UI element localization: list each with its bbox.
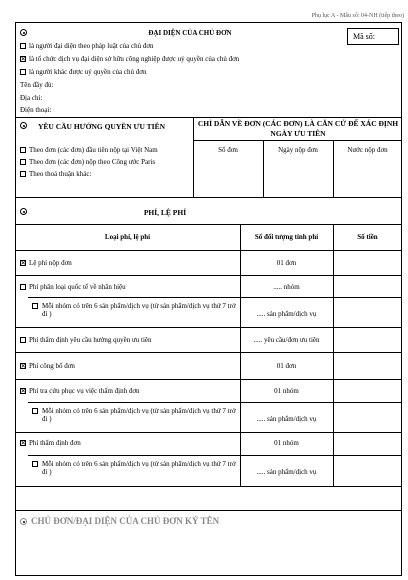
checkbox[interactable] [32,303,38,309]
form-frame [15,22,402,576]
priority-option-vietnam[interactable] [20,146,158,155]
fee-label: Phí công bố đơn [29,362,75,370]
divider [28,297,402,298]
divider [28,455,402,456]
divider [15,379,402,380]
fee-count-header: Số đối tượng tính phí [254,233,319,241]
section-marker-icon [20,518,27,525]
fee-count: ..... sản phẩm/dịch vụ [256,415,317,423]
fee-row-extra-products-3[interactable] [32,460,237,476]
fee-row-extra-products-2[interactable] [32,407,237,423]
fees-title: PHÍ, LỆ PHÍ [143,208,187,217]
priority-option-other[interactable] [20,170,91,179]
fee-count: ..... nhóm [273,283,300,291]
checkbox-checked[interactable] [20,56,26,62]
fee-type-header: Loại phí, lệ phí [104,233,151,241]
divider [15,327,402,328]
divider [15,486,402,487]
checkbox-checked[interactable] [20,260,26,266]
priority-option-label: Theo đơn (các đơn) nộp theo Công ước Paris [29,158,156,166]
fee-label: Mỗi nhóm có trên 6 sản phẩm/dịch vụ (từ sản phẩm/dịch vụ thứ 7 trở đi ) [42,460,236,476]
fee-label: Phí thẩm định yêu cầu hưởng quyền ưu tiên [29,336,152,344]
fee-row-filing[interactable] [20,259,72,268]
checkbox[interactable] [20,159,26,165]
divider [15,432,402,433]
section-bullet [20,29,31,38]
priority-option-label: Theo đơn (các đơn) đầu tiên nộp tại Việt Nam [29,146,158,154]
fee-count: 01 nhóm [274,439,299,447]
checkbox[interactable] [32,408,38,414]
representative-title: ĐẠI DIỆN CỦA CHỦ ĐƠN [148,29,232,37]
fee-row-publication[interactable] [20,362,75,371]
col-filing-date: Ngày nộp đơn [278,146,318,154]
divider [15,510,402,511]
divider [15,197,402,198]
fee-count: 01 đơn [276,259,297,267]
priority-option-label: Theo thoả thuận khác: [29,170,92,178]
fee-label: Mỗi nhóm có trên 6 sản phẩm/dịch vụ (từ sản phẩm/dịch vụ thứ 7 trở đi ) [42,302,236,318]
rep-option-legal[interactable] [20,42,154,51]
signature-area[interactable] [16,530,401,575]
rep-option-other[interactable] [20,68,146,77]
fee-count: ..... yêu cầu/đơn ưu tiên [253,336,320,344]
section-bullet [20,122,31,131]
code-box[interactable] [347,28,399,45]
fee-row-examination[interactable] [20,439,81,448]
fee-row-search[interactable] [20,387,140,396]
signature-heading [20,516,219,527]
fee-count: 01 nhóm [274,387,299,395]
section-marker-icon [20,29,27,36]
checkbox-checked[interactable] [20,363,26,369]
checkbox[interactable] [20,171,26,177]
checkbox-checked[interactable] [20,440,26,446]
col-application-number: Số đơn [218,146,238,154]
checkbox[interactable] [20,43,26,49]
signature-title: CHỦ ĐƠN/ĐẠI DIỆN CỦA CHỦ ĐƠN KÝ TÊN [31,516,220,526]
rep-option-ip-agent[interactable] [20,55,239,64]
priority-basis-title: CHỈ DẪN VỀ ĐƠN (CÁC ĐƠN) LÀ CĂN CỨ ĐỂ XÁC ĐỊNH NGÀY ƯU TIÊN [197,119,399,138]
fee-label: Phí thẩm định đơn [29,439,81,447]
fee-row-extra-products-1[interactable] [32,302,237,318]
phone-field[interactable]: Điện thoại: [20,106,52,114]
divider [15,250,402,251]
rep-option-label: là tổ chức dịch vụ đại diện sở hữu công nghiệp được uỷ quyền của chủ đơn [29,55,240,63]
fee-amount-header: Số tiền [357,233,378,241]
col-filing-country: Nước nộp đơn [347,146,388,154]
section-marker-icon [20,122,27,129]
checkbox[interactable] [20,284,26,290]
annex-label: Phụ lục A - Mẫu số: 04-NH (tiếp theo) [311,13,404,19]
fee-label: Phí phân loại quốc tế về nhãn hiệu [29,283,126,291]
fee-label: Lệ phí nộp đơn [29,259,72,267]
priority-title: YÊU CẦU HƯỞNG QUYỀN ƯU TIÊN [38,122,166,131]
divider [333,224,334,486]
divider [15,275,402,276]
divider [28,402,402,403]
code-label: Mã số: [353,32,375,41]
fee-count: ..... sản phẩm/dịch vụ [256,310,317,318]
fee-row-priority[interactable] [20,336,152,345]
fee-count: 01 đơn [276,362,297,370]
address-field[interactable]: Địa chỉ: [20,94,43,102]
checkbox-checked[interactable] [20,388,26,394]
rep-option-label: là người đại diện theo pháp luật của chủ đơn [29,42,154,50]
rep-option-label: là người khác được uỷ quyền của chủ đơn [29,68,147,76]
checkbox[interactable] [20,337,26,343]
fee-label: Mỗi nhóm có trên 6 sản phẩm/dịch vụ (từ sản phẩm/dịch vụ thứ 7 trở đi ) [42,407,236,423]
checkbox[interactable] [20,147,26,153]
divider [15,352,402,353]
fee-count: ..... sản phẩm/dịch vụ [256,468,317,476]
divider [193,140,402,141]
fee-row-classification[interactable] [20,283,126,292]
divider [15,117,402,118]
divider [15,224,402,225]
checkbox[interactable] [20,69,26,75]
divider [193,117,194,197]
priority-option-paris[interactable] [20,158,155,167]
full-name-field[interactable]: Tên đầy đủ: [20,81,54,89]
checkbox[interactable] [32,461,38,467]
fee-label: Phí tra cứu phục vụ việc thẩm định đơn [29,387,140,395]
